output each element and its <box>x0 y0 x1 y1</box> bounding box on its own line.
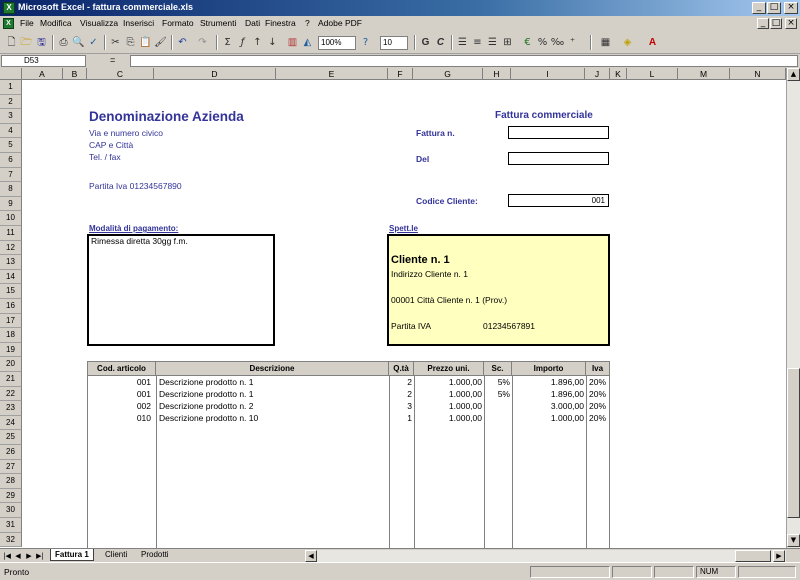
payment-value: Rimessa diretta 30gg f.m. <box>91 236 188 246</box>
preview-icon[interactable]: 🔍 <box>72 37 85 48</box>
thousands-icon[interactable]: ‰ <box>550 37 565 48</box>
cell-disc: 5% <box>497 377 510 387</box>
scroll-down-icon[interactable]: ▼ <box>787 534 800 547</box>
formula-bar <box>0 54 800 68</box>
excel-icon[interactable]: X <box>3 2 15 14</box>
cell-price: 1.000,00 <box>448 389 482 399</box>
font-color-icon[interactable]: A <box>648 37 657 48</box>
row-header[interactable]: 22 <box>0 387 22 402</box>
col-sconto-header: Sc. <box>484 362 512 375</box>
col-header[interactable]: M <box>678 68 730 80</box>
row-header[interactable]: 9 <box>0 197 22 212</box>
prev-sheet-icon[interactable]: ◀ <box>15 552 21 560</box>
status-panel <box>612 566 652 578</box>
cell-qty: 2 <box>407 377 412 387</box>
invoice-title: Fattura commerciale <box>495 110 593 121</box>
cell-amount: 1.000,00 <box>550 413 584 423</box>
doc-restore-button[interactable]: □ <box>771 18 781 28</box>
items-table <box>87 361 610 548</box>
scroll-left-icon[interactable]: ◀ <box>305 550 317 562</box>
print-icon[interactable]: ⎙ <box>59 37 68 48</box>
company-address: Via e numero civico <box>89 128 164 138</box>
italic-button[interactable]: C <box>436 37 445 48</box>
col-header[interactable]: H <box>483 68 511 80</box>
company-vat: Partita Iva 01234567890 <box>89 181 182 191</box>
col-header[interactable]: A <box>22 68 63 80</box>
borders-icon[interactable]: ▦ <box>600 37 611 48</box>
close-button[interactable]: × <box>784 2 798 14</box>
cell-code: 002 <box>136 401 151 411</box>
cell-amount: 1.896,00 <box>550 377 584 387</box>
client-code-label: Codice Cliente: <box>416 196 478 206</box>
help-icon[interactable]: ? <box>362 37 369 48</box>
invoice-number-label: Fattura n. <box>416 128 455 138</box>
menu-file[interactable]: File <box>20 18 34 28</box>
last-sheet-icon[interactable]: ▶| <box>36 552 44 560</box>
formula-input[interactable] <box>130 55 798 67</box>
doc-close-button[interactable]: × <box>785 18 797 29</box>
row-header[interactable]: 7 <box>0 168 22 183</box>
invoice-date-label: Del <box>416 154 430 164</box>
row-header[interactable]: 13 <box>0 255 22 270</box>
cell-qty: 3 <box>407 401 412 411</box>
font-size-select[interactable]: 10 <box>380 36 408 50</box>
doc-minimize-button[interactable]: _ <box>757 18 769 29</box>
table-row[interactable] <box>88 413 609 425</box>
toolbar-separator <box>104 35 106 50</box>
sheet-tab-bar <box>0 548 800 562</box>
cell-desc: Descrizione prodotto n. 2 <box>159 401 254 411</box>
horizontal-scrollbar[interactable] <box>305 550 786 562</box>
row-header[interactable]: 5 <box>0 138 22 153</box>
cell-vat: 20% <box>589 389 607 399</box>
payment-label: Modalità di pagamento: <box>89 224 179 233</box>
col-header[interactable]: N <box>730 68 786 80</box>
col-codice-header: Cod. articolo <box>88 362 156 375</box>
row-header[interactable]: 26 <box>0 445 22 460</box>
table-header-row <box>88 362 609 376</box>
fx-label: = <box>110 55 116 65</box>
row-header[interactable]: 8 <box>0 182 22 197</box>
num-lock-indicator: NUM <box>696 566 736 578</box>
row-header[interactable]: 3 <box>0 109 22 124</box>
recipient-label: Spett.le <box>389 224 418 233</box>
align-center-icon[interactable]: ≡ <box>473 37 482 48</box>
save-icon[interactable]: 🖫 <box>37 37 46 48</box>
row-header[interactable]: 29 <box>0 489 22 504</box>
cell-vat: 20% <box>589 413 607 423</box>
row-header[interactable]: 6 <box>0 153 22 168</box>
col-header[interactable]: J <box>585 68 610 80</box>
redo-icon[interactable]: ↷ <box>198 37 207 48</box>
cell-desc: Descrizione prodotto n. 10 <box>159 413 259 423</box>
row-header[interactable]: 14 <box>0 270 22 285</box>
table-row[interactable] <box>88 401 609 413</box>
menu-dati[interactable]: Dati <box>245 18 261 28</box>
toolbar-separator <box>451 35 453 50</box>
col-importo-header: Importo <box>512 362 586 375</box>
row-header[interactable]: 15 <box>0 284 22 299</box>
cell-price: 1.000,00 <box>448 401 482 411</box>
cell-code: 001 <box>136 377 151 387</box>
row-header[interactable]: 10 <box>0 211 22 226</box>
cell-price: 1.000,00 <box>448 413 482 423</box>
status-text: Pronto <box>4 567 30 577</box>
recipient-vat-value: 01234567891 <box>483 321 536 331</box>
col-iva-header: Iva <box>591 364 604 373</box>
toolbar-separator <box>52 35 54 50</box>
col-header[interactable]: L <box>627 68 678 80</box>
company-city: CAP e Città <box>89 140 134 150</box>
row-header[interactable]: 16 <box>0 299 22 314</box>
fill-color-icon[interactable]: ◈ <box>623 37 632 48</box>
invoice-date-field[interactable] <box>508 152 609 165</box>
row-header[interactable]: 24 <box>0 416 22 431</box>
row-header[interactable]: 31 <box>0 518 22 533</box>
row-header[interactable]: 28 <box>0 474 22 489</box>
maximize-button[interactable]: □ <box>767 2 781 14</box>
toolbar-separator <box>171 35 173 50</box>
row-header[interactable]: 19 <box>0 343 22 358</box>
menu-visualizza[interactable]: Visualizza <box>80 18 119 28</box>
cut-icon[interactable]: ✂ <box>111 37 120 48</box>
zoom-select[interactable]: 100% <box>318 36 356 50</box>
recipient-address: Indirizzo Cliente n. 1 <box>391 269 469 279</box>
status-panel <box>530 566 610 578</box>
cell-qty: 1 <box>407 413 412 423</box>
document-icon[interactable]: X <box>3 18 14 29</box>
menu-help[interactable]: ? <box>305 18 310 28</box>
scroll-right-icon[interactable]: ▶ <box>773 550 785 562</box>
menu-strumenti[interactable]: Strumenti <box>200 18 237 28</box>
menu-modifica[interactable]: Modifica <box>40 18 72 28</box>
minimize-button[interactable]: _ <box>752 2 766 14</box>
payment-box[interactable] <box>87 234 275 346</box>
scroll-thumb[interactable] <box>787 368 800 518</box>
bold-button[interactable]: G <box>421 37 430 48</box>
row-header[interactable]: 23 <box>0 401 22 416</box>
paste-icon[interactable]: 📋 <box>139 37 152 48</box>
row-header[interactable]: 12 <box>0 241 22 256</box>
function-icon[interactable]: ƒ <box>240 37 245 48</box>
client-code-field[interactable]: 001 <box>508 194 609 207</box>
toolbar-separator <box>216 35 218 50</box>
select-all-corner[interactable] <box>0 68 22 80</box>
tab-prodotti[interactable]: Prodotti <box>141 550 169 559</box>
cell-amount: 3.000,00 <box>550 401 584 411</box>
menu-bar <box>0 16 800 32</box>
align-left-icon[interactable]: ☰ <box>458 37 467 48</box>
tab-fattura-1[interactable]: Fattura 1 <box>50 549 94 561</box>
menu-finestra[interactable]: Finestra <box>265 18 296 28</box>
col-header[interactable]: B <box>63 68 87 80</box>
vertical-scrollbar[interactable] <box>786 68 800 548</box>
open-icon[interactable]: 🗁 <box>20 37 33 48</box>
toolbar-separator <box>414 35 416 50</box>
cell-code: 010 <box>136 413 151 423</box>
undo-icon[interactable]: ↶ <box>178 37 187 48</box>
row-header[interactable]: 27 <box>0 460 22 475</box>
recipient-name: Cliente n. 1 <box>391 254 450 266</box>
col-descrizione-header: Descrizione <box>156 362 389 375</box>
company-phone: Tel. / fax <box>89 152 121 162</box>
sort-asc-icon[interactable]: ↑ <box>253 37 262 48</box>
invoice-number-field[interactable] <box>508 126 609 139</box>
col-qta-header: Q.tà <box>389 362 414 375</box>
toolbar-separator <box>590 35 592 50</box>
status-panel <box>738 566 796 578</box>
row-header[interactable]: 17 <box>0 314 22 329</box>
recipient-box[interactable] <box>387 234 610 346</box>
recipient-city: 00001 Città Cliente n. 1 (Prov.) <box>391 295 508 305</box>
format-painter-icon[interactable]: 🖌 <box>154 37 167 48</box>
cell-disc: 5% <box>497 389 510 399</box>
row-header[interactable]: 30 <box>0 503 22 518</box>
menu-inserisci[interactable]: Inserisci <box>123 18 155 28</box>
toolbar <box>0 32 800 54</box>
status-bar <box>0 562 800 580</box>
hscroll-thumb[interactable] <box>735 550 771 562</box>
new-icon[interactable]: 🗋 <box>7 37 16 48</box>
cell-desc: Descrizione prodotto n. 1 <box>159 377 254 387</box>
worksheet[interactable] <box>0 68 786 548</box>
col-header[interactable]: F <box>388 68 413 80</box>
row-header[interactable]: 11 <box>0 226 22 241</box>
company-name: Denominazione Azienda <box>89 109 244 124</box>
col-header[interactable]: K <box>610 68 627 80</box>
percent-icon[interactable]: % <box>537 37 548 48</box>
menu-formato[interactable]: Formato <box>162 18 194 28</box>
title-bar <box>0 0 800 16</box>
col-header[interactable]: I <box>511 68 585 80</box>
copy-icon[interactable]: ⎘ <box>126 37 135 48</box>
cell-qty: 2 <box>407 389 412 399</box>
cell-vat: 20% <box>589 377 607 387</box>
cell-code: 001 <box>136 389 151 399</box>
menu-adobe-pdf[interactable]: Adobe PDF <box>318 18 362 28</box>
row-header[interactable]: 4 <box>0 124 22 139</box>
col-prezzo-header: Prezzo uni. <box>414 362 484 375</box>
row-header[interactable]: 20 <box>0 357 22 372</box>
first-sheet-icon[interactable]: |◀ <box>3 552 11 560</box>
col-header[interactable]: E <box>276 68 388 80</box>
col-header[interactable]: C <box>87 68 154 80</box>
tab-clienti[interactable]: Clienti <box>105 550 128 559</box>
next-sheet-icon[interactable]: ▶ <box>26 552 32 560</box>
cell-desc: Descrizione prodotto n. 1 <box>159 389 254 399</box>
autosum-icon[interactable]: Σ <box>224 37 231 48</box>
recipient-vat-label: Partita IVA <box>391 321 431 331</box>
row-header[interactable]: 18 <box>0 328 22 343</box>
col-header[interactable]: D <box>154 68 276 80</box>
decimal-icon[interactable]: ⁺ <box>569 37 576 48</box>
table-row[interactable] <box>88 377 609 389</box>
currency-icon[interactable]: € <box>524 37 531 48</box>
row-header[interactable]: 2 <box>0 95 22 110</box>
status-panel <box>654 566 694 578</box>
col-header[interactable]: G <box>413 68 483 80</box>
drawing-icon[interactable]: ◭ <box>303 37 312 48</box>
sort-desc-icon[interactable]: ↓ <box>268 37 277 48</box>
row-header[interactable]: 1 <box>0 80 22 95</box>
align-right-icon[interactable]: ☰ <box>488 37 497 48</box>
window-title: Microsoft Excel - fattura commerciale.xls <box>18 2 194 12</box>
row-header[interactable]: 32 <box>0 533 22 548</box>
merge-icon[interactable]: ⊞ <box>503 37 512 48</box>
scroll-up-icon[interactable]: ▲ <box>787 68 800 81</box>
cell-price: 1.000,00 <box>448 377 482 387</box>
chart-icon[interactable]: ▥ <box>287 37 298 48</box>
spelling-icon[interactable]: ✓ <box>89 37 98 48</box>
row-header[interactable]: 21 <box>0 372 22 387</box>
row-header[interactable]: 25 <box>0 430 22 445</box>
table-row[interactable] <box>88 389 609 401</box>
name-box[interactable]: D53 <box>1 55 86 67</box>
cell-vat: 20% <box>589 401 607 411</box>
cell-amount: 1.896,00 <box>550 389 584 399</box>
